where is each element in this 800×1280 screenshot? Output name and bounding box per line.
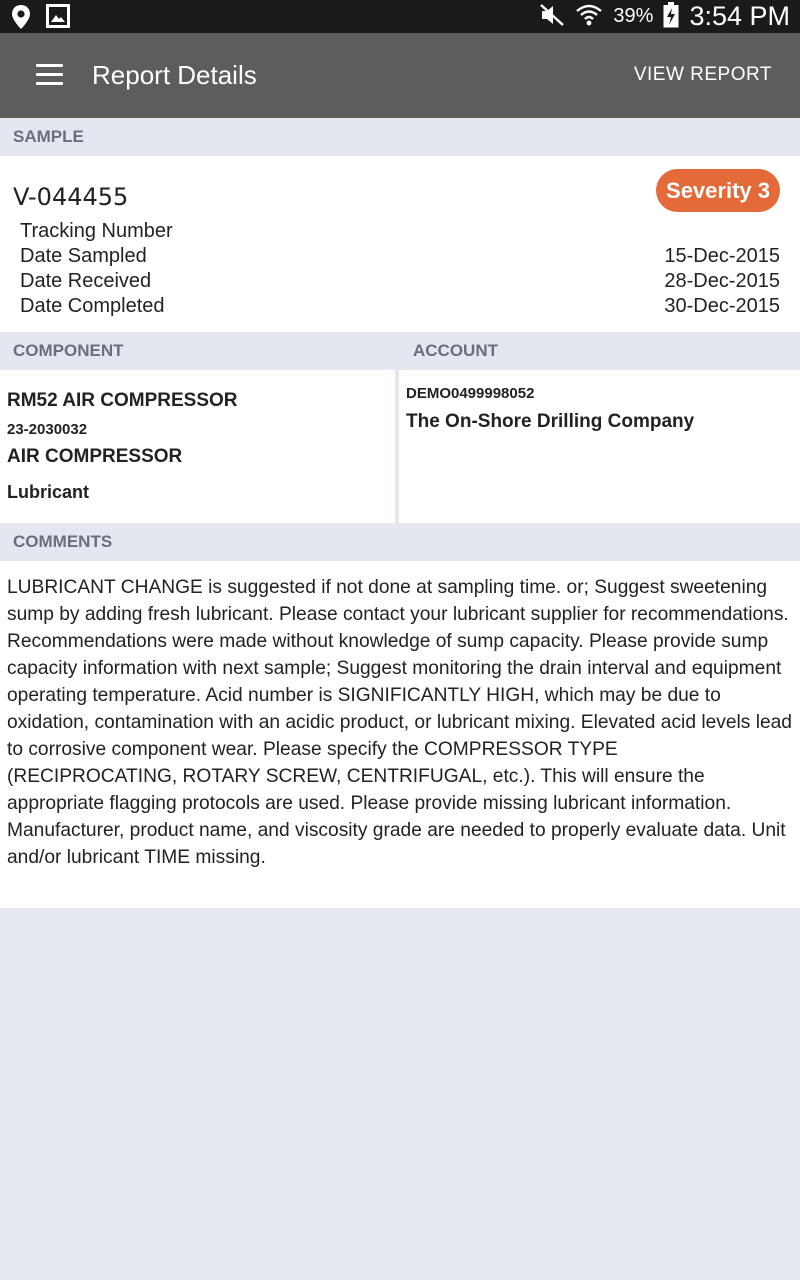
component-name: RM52 AIR COMPRESSOR bbox=[7, 390, 238, 411]
location-pin-icon bbox=[10, 4, 32, 34]
comments-text: LUBRICANT CHANGE is suggested if not done at sampling time. or; Suggest sweetening sump by adding fresh lubricant. Please contact your lubricant supplier for recommendations. Recommendations were made without knowledge of sump capacity. Please provide sump capacity information with next sample; Suggest monitoring the drain interval and equipment operating temperature. Acid number is SIGNIFICANTLY HIGH, which may be due to oxidation, contamination with an acidic product, or lubricant mixing. Elevated acid levels lead to corrosive component wear. Please specify the COMPRESSOR TYPE (RECIPROCATING, ROTARY SCREW, CENTRIFUGAL, etc.). This will ensure the appropriate flagging protocols are used. Please provide missing lubricant information. Manufacturer, product name, and viscosity grade are needed to properly evaluate data. Unit and/or lubricant TIME missing. bbox=[7, 577, 792, 868]
date-completed-label: Date Completed bbox=[20, 295, 165, 317]
component-panel bbox=[0, 370, 395, 523]
date-sampled-label: Date Sampled bbox=[20, 245, 147, 267]
wifi-icon bbox=[575, 2, 603, 32]
component-serial: 23-2030032 bbox=[7, 421, 88, 438]
battery-charging-icon bbox=[663, 2, 679, 32]
account-company: The On-Shore Drilling Company bbox=[406, 411, 695, 432]
page-title: Report Details bbox=[92, 60, 257, 90]
comments-section-header: COMMENTS bbox=[0, 523, 800, 561]
app-bar bbox=[0, 33, 800, 118]
sample-section-header: SAMPLE bbox=[0, 118, 800, 156]
account-panel bbox=[399, 370, 800, 523]
hamburger-menu-icon[interactable] bbox=[36, 64, 63, 86]
account-section-header: ACCOUNT bbox=[400, 332, 800, 370]
image-icon bbox=[46, 4, 70, 34]
sample-panel bbox=[0, 156, 800, 332]
muted-speaker-icon bbox=[539, 3, 565, 31]
account-number: DEMO0499998052 bbox=[406, 385, 535, 402]
sample-id: V-044455 bbox=[13, 183, 129, 211]
date-completed-value: 30-Dec-2015 bbox=[664, 295, 780, 317]
view-report-button[interactable]: VIEW REPORT bbox=[633, 64, 772, 85]
component-type: AIR COMPRESSOR bbox=[7, 446, 183, 467]
status-bar bbox=[0, 0, 800, 33]
date-received-label: Date Received bbox=[20, 270, 152, 292]
date-received-value: 28-Dec-2015 bbox=[664, 270, 780, 292]
clock: 3:54 PM bbox=[689, 1, 790, 31]
date-sampled-value: 15-Dec-2015 bbox=[664, 245, 780, 267]
comments-panel bbox=[0, 561, 800, 908]
tracking-number-label: Tracking Number bbox=[20, 220, 173, 242]
battery-percent: 39% bbox=[613, 5, 654, 27]
component-section-header: COMPONENT bbox=[0, 332, 400, 370]
severity-badge: Severity 3 bbox=[656, 169, 780, 212]
component-fluid: Lubricant bbox=[7, 482, 90, 502]
